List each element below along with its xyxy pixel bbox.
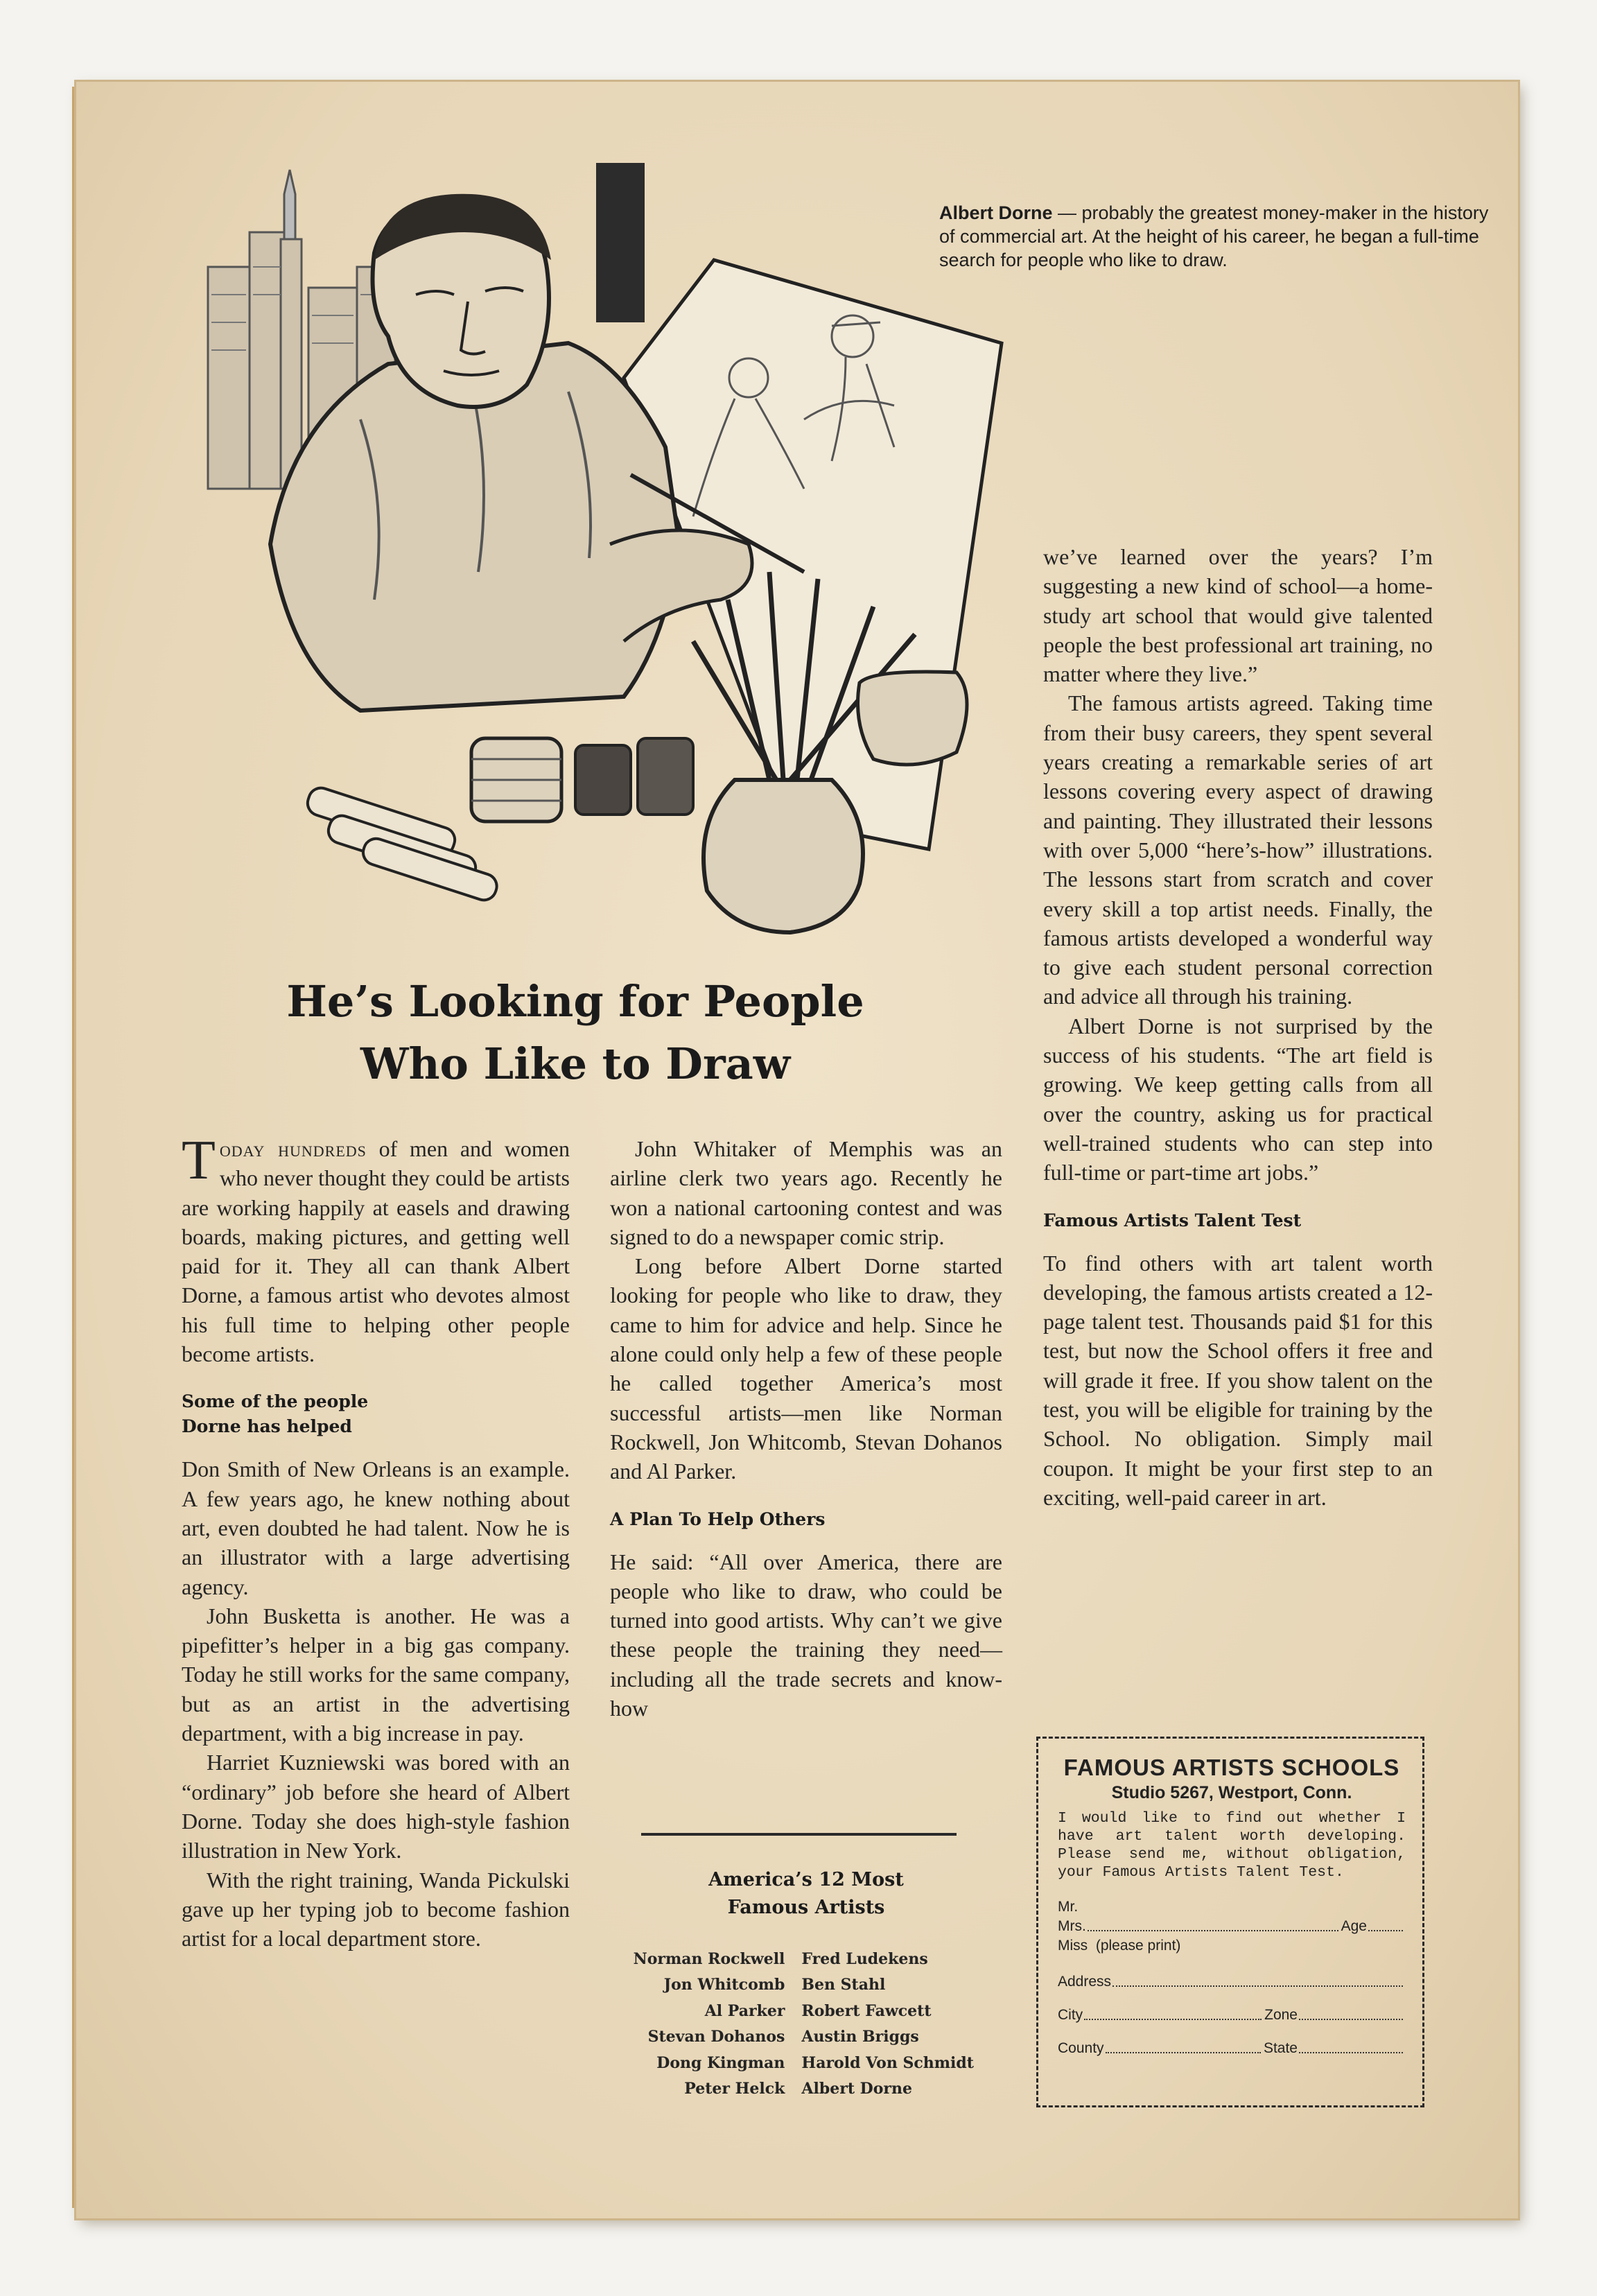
artist-name: Norman Rockwell [633,1950,785,1968]
state-line[interactable] [1299,2052,1403,2053]
address-label: Address [1058,1974,1112,1990]
article-column-2 [610,1134,1002,1723]
coupon-studio: Studio 5267, Westport, Conn. [1111,1783,1352,1802]
article-column-1 [182,1130,570,1953]
artist-name: Al Parker [704,2001,785,2020]
artist-name: Robert Fawcett [801,2001,932,2020]
zone-label: Zone [1264,2007,1298,2023]
col1-paragraph-1 [182,1130,570,1368]
artist-name: Dong Kingman [656,2053,785,2072]
artist-illustration [180,156,1040,946]
miss-label: Miss [1058,1938,1088,1954]
subhead-plan: A Plan To Help Others [610,1508,826,1529]
dark-building [596,163,645,322]
col1-paragraph-2: Don Smith of New Orleans is an example. A few years ago, he knew nothing about art, even doubted he had talent. Now he is an illustrator with a large advertising agency. [182,1456,570,1599]
famous-artists-title [610,1866,1002,1922]
caption-name: Albert Dorne [939,202,1053,223]
caption-text: — probably the greatest money-maker in the history of commercial art. At the height of his career, he began a full-time search for people who like to draw. [939,202,1489,270]
paint-jars [471,738,693,821]
col3-paragraph-4: To find others with art talent worth developing, the famous artists created a 12-page talent test. Thousands paid $1 for this test, but now the School offers it free and will grade it free. If you show talent on the test, you will be eligible for training by the School. No obligation. Simply mail coupon. It might be your first step to an exciting, well-paid career in art. [1043,1250,1433,1510]
famous-title-line-2: Famous Artists [727,1897,885,1918]
drop-cap: T [182,1130,216,1191]
artist-row [596,2024,1019,2050]
famous-title-line-1: America’s 12 Most [708,1869,904,1890]
county-state-field[interactable] [1058,2041,1406,2056]
col2-paragraph-1: John Whitaker of Memphis was an airline clerk two years ago. Recently he won a national cartooning contest and was signed to do a newspaper comic strip. [610,1136,1002,1249]
headline [187,971,963,1095]
subhead-line-1: Some of the people [182,1391,369,1412]
headline-line-2: Who Like to Draw [360,1038,791,1089]
col2-paragraph-2: Long before Albert Dorne started looking for people who like to draw, they came to him for advice and help. Since he alone could only help a few of these people he called together America’s most successful artists—men like Norman Rockwell, Jon Whitcomb, Stevan Dohanos and Al Parker. [610,1253,1002,1484]
artist-row [596,2051,1019,2076]
col3-paragraph-3: Albert Dorne is not surprised by the success of his students. “The art field is growing. We keep getting calls from all over the country, asking us for practical well-trained students who can step into full-time or part-time art jobs.” [1043,1013,1433,1185]
age-label: Age [1341,1918,1367,1934]
address-line[interactable] [1112,1985,1403,1987]
article-column-3 [1043,542,1433,1512]
artist-name: Albert Dorne [801,2080,912,2098]
artist-name: Ben Stahl [801,1976,886,1994]
col1-smallcaps: oday hundreds [219,1136,367,1161]
artist-name: Jon Whitcomb [663,1976,785,1994]
artist-name: Stevan Dohanos [647,2028,785,2046]
artist-row [596,1999,1019,2024]
water-bowl [858,672,968,765]
col1-paragraph-3: John Busketta is another. He was a pipefitter’s helper in a big gas company. Today he still works for the same company, but as an artist in the advertising department, with a big increase in pay. [182,1603,570,1746]
city-label: City [1058,2007,1083,2023]
headline-line-1: He’s Looking for People [286,976,864,1027]
subhead-people-helped [182,1389,570,1439]
col1-paragraph-4: Harriet Kuzniewski was bored with an “ordinary” job before she heard of Albert Dorne. Today she does high-style fashion illustration in New York. [182,1750,570,1863]
subhead-line-2: Dorne has helped [182,1416,352,1437]
please-print-label: (please print) [1095,1938,1181,1954]
coupon-title: FAMOUS ARTISTS SCHOOLS [1063,1755,1400,1780]
mrs-label: Mrs. [1058,1918,1086,1934]
zone-line[interactable] [1299,2019,1403,2020]
state-label: State [1263,2040,1298,2056]
mrs-age-field[interactable] [1058,1919,1406,1934]
artist-row [596,2076,1019,2102]
age-line[interactable] [1368,1930,1403,1931]
artist-name: Harold Von Schmidt [801,2053,974,2072]
col1-p1-text: of men and women who never thought they could be artists are working happily at easels and drawing boards, making pictures, and getting well paid for it. They all can thank Albert Dorne, a famous artist who devotes almost his full time to helping other people become artists. [182,1136,570,1367]
mail-coupon[interactable] [1036,1737,1424,2107]
miss-field[interactable] [1058,1938,1406,1954]
brush-vase [704,780,863,932]
address-field[interactable] [1058,1974,1406,1990]
col1-paragraph-5: With the right training, Wanda Pickulski gave up her typing job to become fashion artist for a local department store. [182,1867,570,1951]
artist-name: Peter Helck [684,2080,785,2098]
county-label: County [1058,2040,1104,2056]
artist-name: Fred Ludekens [801,1950,928,1968]
mr-field[interactable] [1058,1899,1406,1915]
col2-paragraph-3: He said: “All over America, there are people who like to draw, who could be turned into good artists. Why can’t we give these people the training they need—including all the trade secrets and know-how [610,1549,1002,1721]
artist-row [596,1972,1019,1998]
artist-row [596,1947,1019,1972]
coupon-text: I would like to find out whether I have art talent worth developing. Please send me, without obligation, your Famous Artists Talent Test. [1058,1810,1406,1881]
city-zone-field[interactable] [1058,2008,1406,2023]
artist-name: Austin Briggs [801,2028,919,2046]
col3-paragraph-1: we’ve learned over the years? I’m suggesting a new kind of school—a home-study art school that would give talented people the best professional art training, no matter where they live.” [1043,544,1433,687]
famous-artists-list [596,1947,1019,2102]
col3-paragraph-2: The famous artists agreed. Taking time from their busy careers, they spent several years creating a remarkable series of art lessons covering every aspect of drawing and painting. They illustrated their lessons with over 5,000 “here’s-how” illustrations. The lessons start from scratch and cover every skill a top artist needs. Finally, the famous artists developed a wonderful way to give each student personal correction and advice all through his training. [1043,690,1433,1009]
subhead-talent-test: Famous Artists Talent Test [1043,1210,1302,1230]
divider-rule [641,1833,957,1836]
city-line[interactable] [1084,2019,1262,2020]
mr-label: Mr. [1058,1899,1079,1915]
illustration-caption [939,201,1508,272]
county-line[interactable] [1106,2052,1261,2053]
name-line[interactable] [1088,1930,1338,1931]
